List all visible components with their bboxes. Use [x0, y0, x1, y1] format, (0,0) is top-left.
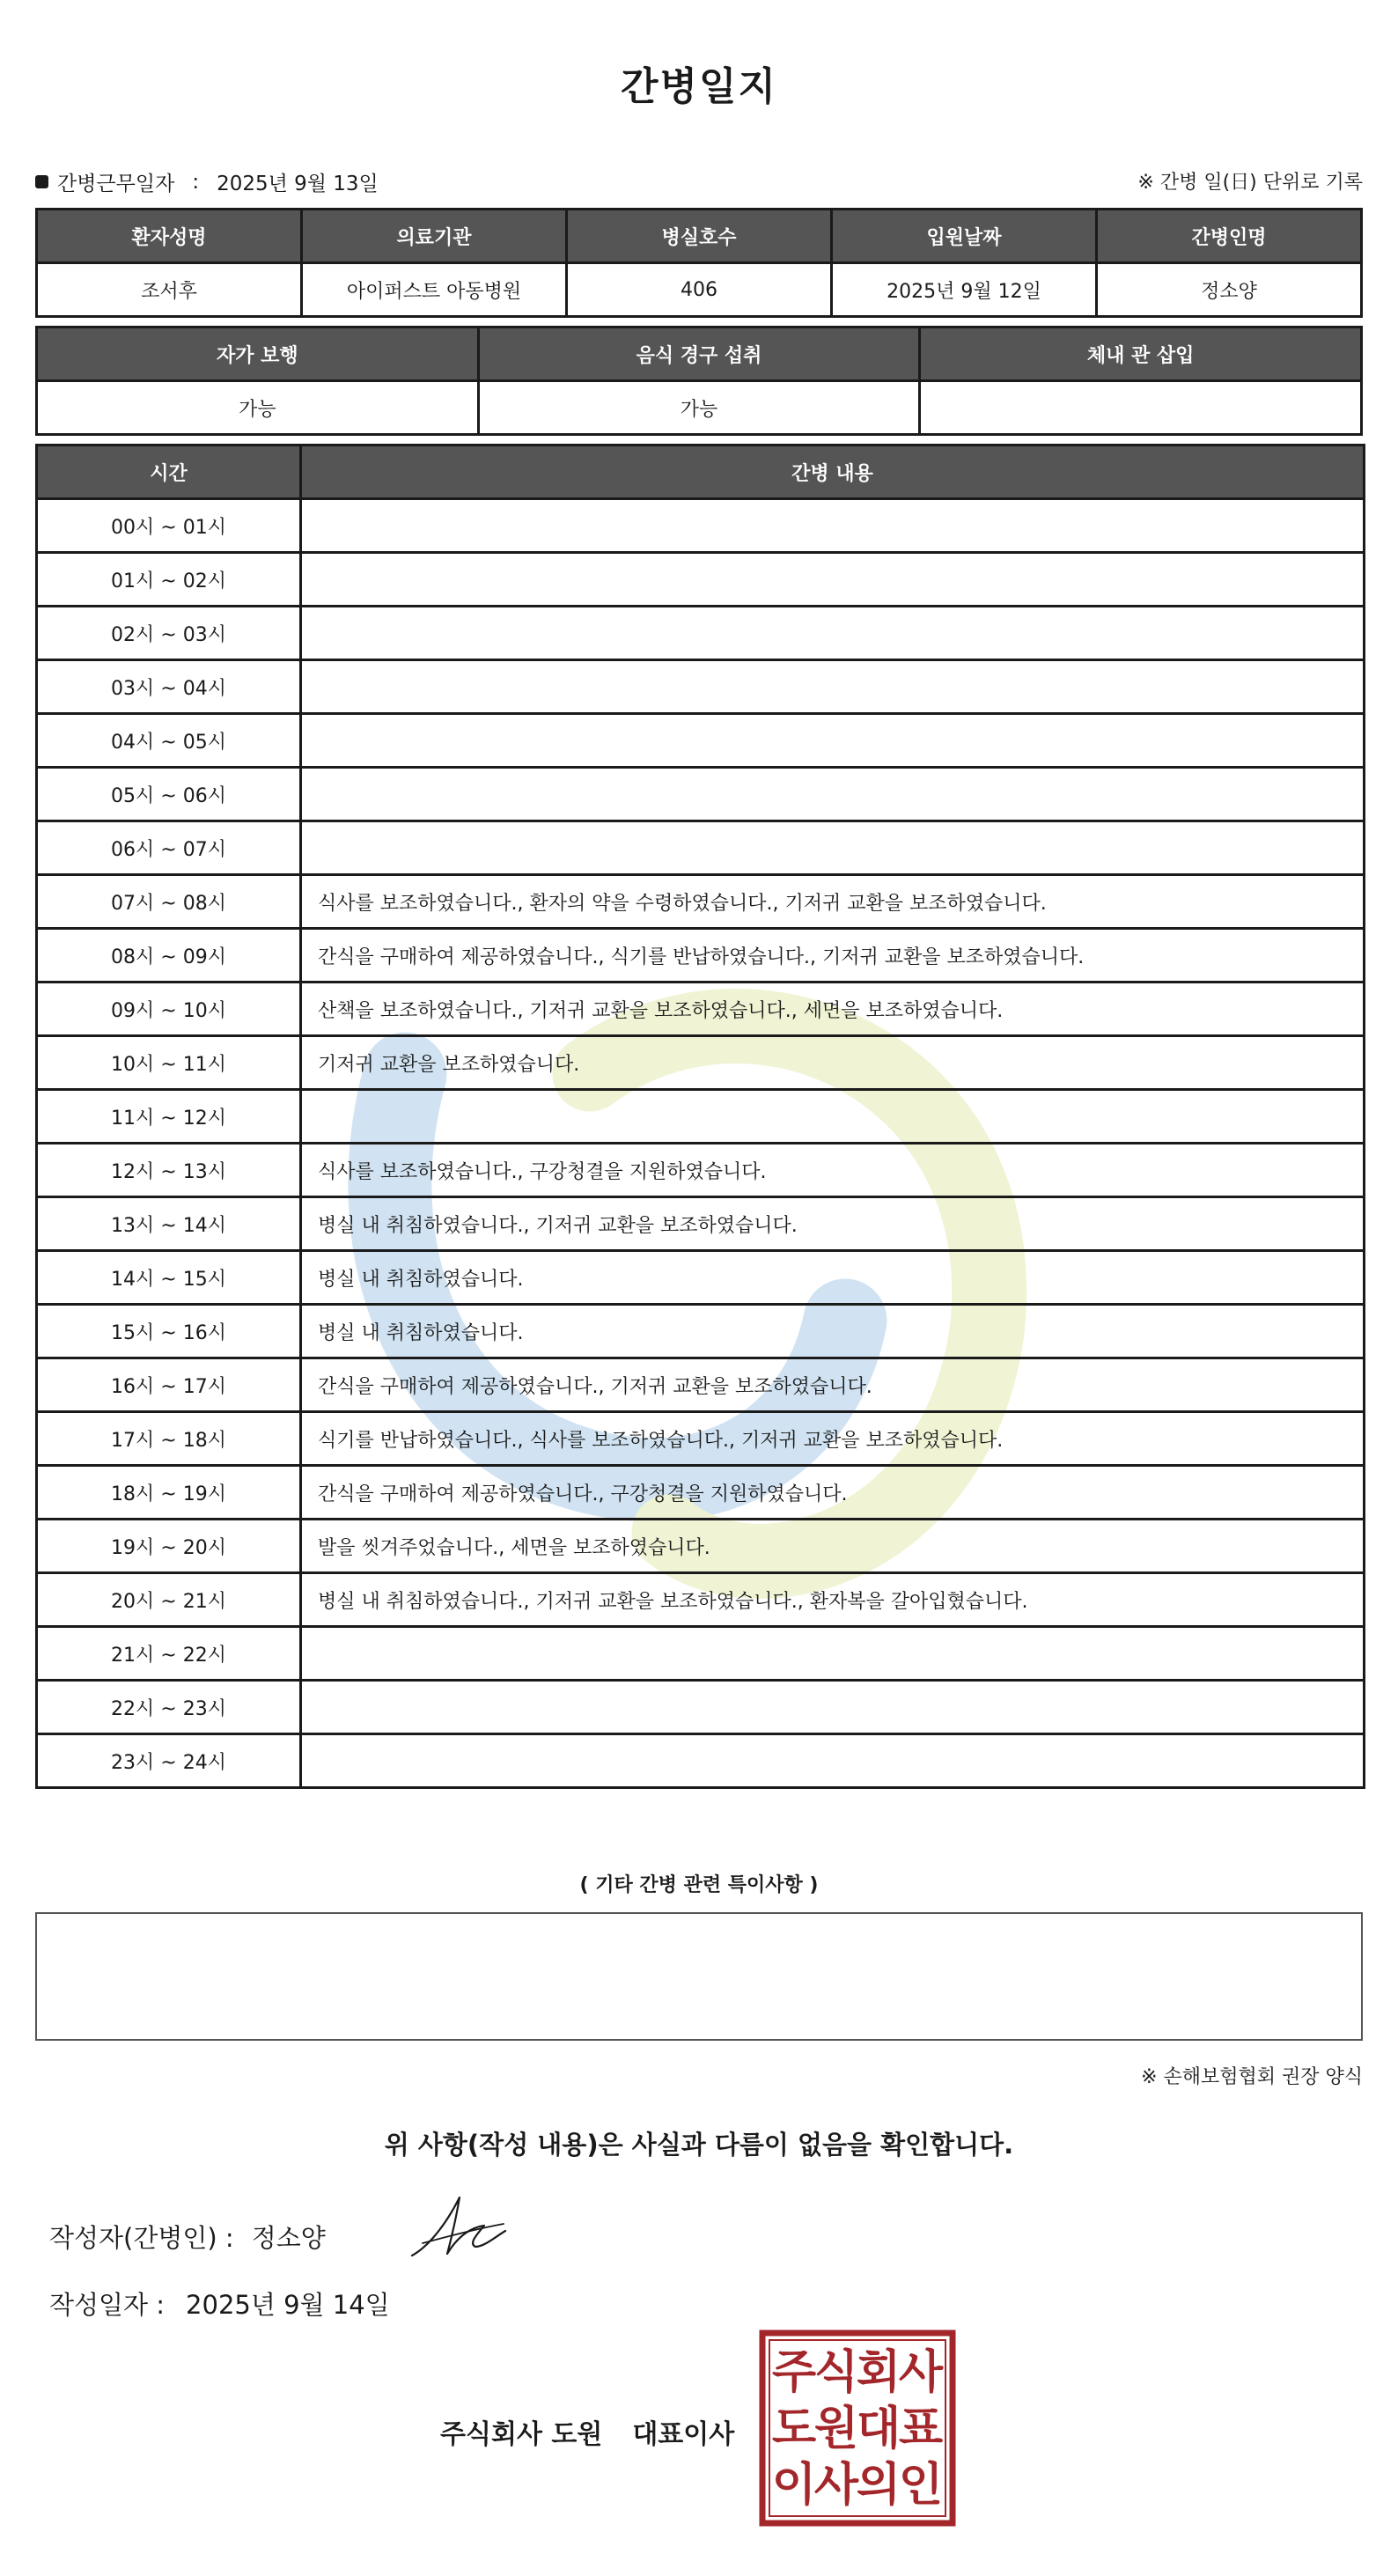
seal-glyph: 도: [771, 2403, 817, 2455]
table-row: [37, 660, 1365, 714]
time-slot: 16시 ~ 17시: [37, 1358, 301, 1412]
write-date-value: 2025년 9월 14일: [186, 2290, 390, 2320]
table-row: [37, 821, 1365, 875]
time-slot: 02시 ~ 03시: [37, 607, 301, 660]
table-row: [37, 983, 1365, 1036]
table-row: [37, 1466, 1365, 1520]
time-slot: 13시 ~ 14시: [37, 1197, 301, 1251]
time-slot: 14시 ~ 15시: [37, 1251, 301, 1305]
care-content: [301, 768, 1365, 821]
table-row: [37, 768, 1365, 821]
work-date-separator: :: [192, 170, 200, 194]
care-content: 발을 씻겨주었습니다., 세면을 보조하였습니다.: [301, 1520, 1365, 1573]
care-content: 병실 내 취침하였습니다., 기저귀 교환을 보조하였습니다., 환자복을 갈아입혔습니다.: [301, 1573, 1365, 1627]
company-line: [440, 2412, 734, 2451]
care-content: 기저귀 교환을 보조하였습니다.: [301, 1036, 1365, 1090]
table-row: [37, 1520, 1365, 1573]
time-slot: 21시 ~ 22시: [37, 1627, 301, 1681]
care-log-body: [37, 499, 1365, 1788]
patient-info-table: [35, 208, 1363, 318]
write-date-line: [49, 2285, 390, 2322]
care-content: 산책을 보조하였습니다., 기저귀 교환을 보조하였습니다., 세면을 보조하였습니다.: [301, 983, 1365, 1036]
writer-name: 정소양: [251, 2223, 326, 2253]
time-slot: 04시 ~ 05시: [37, 714, 301, 768]
time-slot: 17시 ~ 18시: [37, 1412, 301, 1466]
care-content: [301, 821, 1365, 875]
care-content: [301, 607, 1365, 660]
seal-glyph: 표: [898, 2403, 944, 2455]
patient-ability-table: [35, 326, 1363, 436]
header-self-walking: 자가 보행: [37, 328, 479, 381]
seal-glyph: 인: [898, 2459, 944, 2512]
table-row: [37, 553, 1365, 607]
record-note: ※ 간병 일(日) 단위로 기록: [1137, 172, 1363, 194]
tube-insertion-value: [920, 381, 1362, 435]
care-content: [301, 660, 1365, 714]
time-slot: 15시 ~ 16시: [37, 1305, 301, 1358]
seal-glyph: 의: [856, 2459, 901, 2512]
oral-intake-value: 가능: [478, 381, 920, 435]
work-date-label: 간병근무일자: [57, 173, 175, 195]
table-row: [37, 1573, 1365, 1627]
table-row: [37, 1197, 1365, 1251]
special-notes-title: ( 기타 간병 관련 특이사항 ): [579, 1874, 819, 1896]
header-time: 시간: [37, 445, 301, 499]
care-content: 식사를 보조하였습니다., 구강청결을 지원하였습니다.: [301, 1144, 1365, 1197]
care-content: 간식을 구매하여 제공하였습니다., 기저귀 교환을 보조하였습니다.: [301, 1358, 1365, 1412]
company-name: 주식회사 도원: [440, 2419, 603, 2450]
table-row: [37, 714, 1365, 768]
time-slot: 11시 ~ 12시: [37, 1090, 301, 1144]
recommend-note: ※ 손해보험협회 권장 양식: [1141, 2066, 1363, 2088]
seal-glyph: 이: [771, 2459, 817, 2512]
header-admission-date: 입원날짜: [832, 210, 1097, 263]
table-row: [37, 1358, 1365, 1412]
time-slot: 10시 ~ 11시: [37, 1036, 301, 1090]
table-row: [37, 607, 1365, 660]
table-row: [37, 1305, 1365, 1358]
care-content: 병실 내 취침하였습니다., 기저귀 교환을 보조하였습니다.: [301, 1197, 1365, 1251]
work-date: [35, 167, 379, 196]
header-room-number: 병실호수: [567, 210, 832, 263]
care-content: [301, 1734, 1365, 1788]
seal-glyph: 대: [856, 2403, 901, 2455]
header-hospital: 의료기관: [302, 210, 567, 263]
patient-name: 조서후: [37, 263, 302, 317]
time-slot: 05시 ~ 06시: [37, 768, 301, 821]
header-tube-insertion: 체내 관 삽입: [920, 328, 1362, 381]
seal-glyph: 주: [771, 2346, 817, 2399]
table-row: [37, 1681, 1365, 1734]
care-content: [301, 1090, 1365, 1144]
care-content: 간식을 구매하여 제공하였습니다., 식기를 반납하였습니다., 기저귀 교환을 보조하였습니다.: [301, 929, 1365, 983]
seal-glyph: 원: [813, 2403, 859, 2455]
care-log-table: [35, 444, 1365, 1789]
time-slot: 18시 ~ 19시: [37, 1466, 301, 1520]
time-slot: 07시 ~ 08시: [37, 875, 301, 929]
care-content: 병실 내 취침하였습니다.: [301, 1305, 1365, 1358]
page-title: 간병일지: [620, 64, 777, 109]
special-notes-box: [35, 1912, 1363, 2041]
bullet-icon: [35, 175, 48, 188]
table-row: [37, 1036, 1365, 1090]
table-row: [37, 1412, 1365, 1466]
company-role: 대표이사: [632, 2419, 735, 2450]
company-seal: [759, 2329, 956, 2527]
write-date-label: 작성일자 :: [49, 2290, 166, 2320]
time-slot: 23시 ~ 24시: [37, 1734, 301, 1788]
confirmation-statement: 위 사항(작성 내용)은 사실과 다름이 없음을 확인합니다.: [384, 2130, 1014, 2160]
time-slot: 01시 ~ 02시: [37, 553, 301, 607]
time-slot: 09시 ~ 10시: [37, 983, 301, 1036]
care-content: [301, 499, 1365, 553]
signature: [405, 2192, 511, 2263]
seal-glyph: 회: [856, 2346, 901, 2399]
hospital-name: 아이퍼스트 아동병원: [302, 263, 567, 317]
time-slot: 19시 ~ 20시: [37, 1520, 301, 1573]
room-number: 406: [567, 263, 832, 317]
time-slot: 22시 ~ 23시: [37, 1681, 301, 1734]
header-oral-intake: 음식 경구 섭취: [478, 328, 920, 381]
writer-label: 작성자(간병인) :: [49, 2223, 234, 2253]
care-content: [301, 714, 1365, 768]
table-row: [37, 929, 1365, 983]
work-date-value: 2025년 9월 13일: [217, 173, 379, 195]
care-content: [301, 553, 1365, 607]
table-row: [37, 1144, 1365, 1197]
time-slot: 03시 ~ 04시: [37, 660, 301, 714]
care-content: [301, 1681, 1365, 1734]
seal-glyph: 사: [898, 2346, 944, 2399]
care-content: 식기를 반납하였습니다., 식사를 보조하였습니다., 기저귀 교환을 보조하였습니다.: [301, 1412, 1365, 1466]
seal-glyph: 식: [813, 2346, 859, 2399]
table-row: [37, 1627, 1365, 1681]
time-slot: 12시 ~ 13시: [37, 1144, 301, 1197]
self-walking-value: 가능: [37, 381, 479, 435]
header-care-content: 간병 내용: [301, 445, 1365, 499]
admission-date: 2025년 9월 12일: [832, 263, 1097, 317]
time-slot: 20시 ~ 21시: [37, 1573, 301, 1627]
table-row: [37, 1090, 1365, 1144]
care-content: 병실 내 취침하였습니다.: [301, 1251, 1365, 1305]
time-slot: 08시 ~ 09시: [37, 929, 301, 983]
table-row: [37, 1734, 1365, 1788]
care-content: 간식을 구매하여 제공하였습니다., 구강청결을 지원하였습니다.: [301, 1466, 1365, 1520]
caregiver-name: 정소양: [1097, 263, 1362, 317]
table-row: [37, 1251, 1365, 1305]
header-patient-name: 환자성명: [37, 210, 302, 263]
care-content: [301, 1627, 1365, 1681]
writer-line: [49, 2219, 326, 2255]
header-caregiver-name: 간병인명: [1097, 210, 1362, 263]
care-content: 식사를 보조하였습니다., 환자의 약을 수령하였습니다., 기저귀 교환을 보조하였습니다.: [301, 875, 1365, 929]
seal-glyph: 사: [813, 2459, 859, 2512]
table-row: [37, 499, 1365, 553]
time-slot: 06시 ~ 07시: [37, 821, 301, 875]
time-slot: 00시 ~ 01시: [37, 499, 301, 553]
table-row: [37, 875, 1365, 929]
